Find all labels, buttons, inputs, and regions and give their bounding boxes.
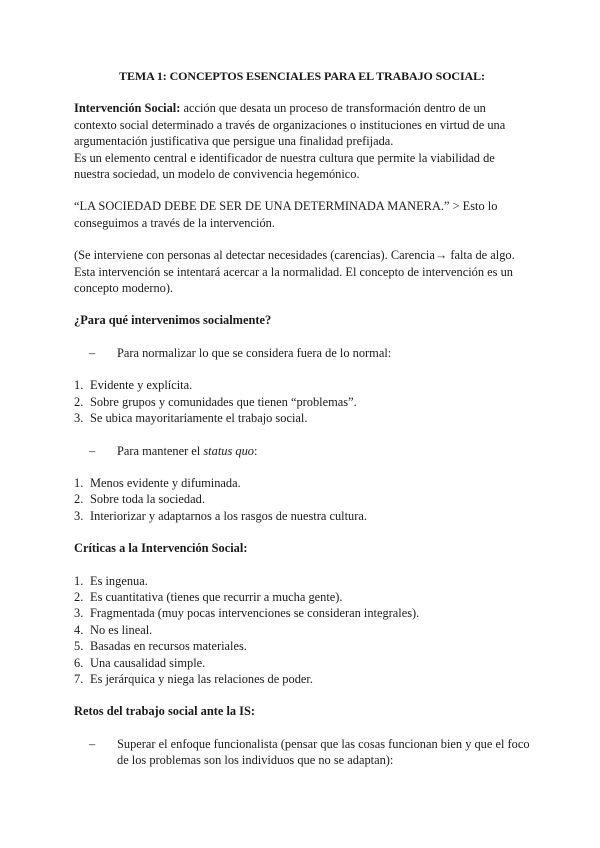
list-item: 7. Es jerárquica y niega las relaciones de poder. bbox=[74, 671, 313, 686]
section3-point1 bbox=[89, 736, 530, 769]
list-item: 6. Una causalidad simple. bbox=[74, 655, 206, 670]
section3-point1-text: Superar el enfoque funcionalista (pensar que las cosas funcionan bien y que el foco de los problemas son los individuos que no se adaptan): bbox=[117, 736, 530, 768]
definition-term: Intervención Social: bbox=[74, 101, 181, 116]
definition-text: acción que desata un proceso de transformación dentro de un contexto social determinado a través de organizaciones o instituciones en virtud de una argumentación justificativa que persigue una finalidad prefijada. bbox=[74, 101, 506, 149]
definition-paragraph-2: Es un elemento central e identificador de nuestra cultura que permite la viabilidad de nuestra sociedad, un modelo de convivencia hegemónico. bbox=[74, 150, 495, 182]
note-part1: (Se interviene con personas al detectar necesidades (carencias). Carencia bbox=[74, 248, 435, 263]
dash-bullet-icon: – bbox=[89, 443, 96, 458]
list-item: 1. Es ingenua. bbox=[74, 573, 148, 588]
section1-point2 bbox=[89, 443, 530, 459]
list-item: 2. Es cuantitativa (tienes que recurrir a mucha gente). bbox=[74, 589, 343, 604]
list-item: 3. Interiorizar y adaptarnos a los rasgos de nuestra cultura. bbox=[74, 508, 367, 523]
note-paragraph bbox=[74, 247, 530, 296]
list-item: 3. Se ubica mayoritariamente el trabajo social. bbox=[74, 411, 308, 426]
note-part2: falta de algo. Esta intervención se intentará acercar a la normalidad. El concepto de intervención es un concepto moderno). bbox=[74, 248, 515, 296]
dash-bullet-icon: – bbox=[89, 345, 96, 360]
section1-heading: ¿Para qué intervenimos socialmente? bbox=[74, 313, 272, 328]
list-item: 1. Menos evidente y difuminada. bbox=[74, 475, 241, 490]
section3-heading: Retos del trabajo social ante la IS: bbox=[74, 704, 256, 719]
page-title: TEMA 1: CONCEPTOS ESENCIALES PARA EL TRABAJO SOCIAL: bbox=[119, 69, 485, 83]
dash-bullet-icon: – bbox=[89, 736, 96, 751]
section2-heading: Críticas a la Intervención Social: bbox=[74, 541, 248, 556]
list-item: 4. No es lineal. bbox=[74, 622, 153, 637]
list-item: 5. Basadas en recursos materiales. bbox=[74, 639, 247, 654]
section1-point1 bbox=[89, 345, 530, 361]
list-item: 2. Sobre toda la sociedad. bbox=[74, 492, 205, 507]
point2-text: Para mantener el status quo: bbox=[117, 443, 258, 458]
point1-list bbox=[74, 377, 530, 426]
quote-paragraph: “LA SOCIEDAD DEBE DE SER DE UNA DETERMINADA MANERA.” > Esto lo conseguimos a través de la intervención. bbox=[74, 199, 498, 230]
point2-list bbox=[74, 475, 530, 524]
list-item: 1. Evidente y explícita. bbox=[74, 378, 193, 393]
arrow-icon: → bbox=[434, 248, 448, 263]
definition-paragraph bbox=[74, 100, 530, 149]
list-item: 3. Fragmentada (muy pocas intervenciones se consideran integrales). bbox=[74, 606, 420, 621]
criticism-list bbox=[74, 573, 530, 688]
list-item: 2. Sobre grupos y comunidades que tienen “problemas”. bbox=[74, 394, 357, 409]
point1-text: Para normalizar lo que se considera fuera de lo normal: bbox=[117, 345, 392, 360]
